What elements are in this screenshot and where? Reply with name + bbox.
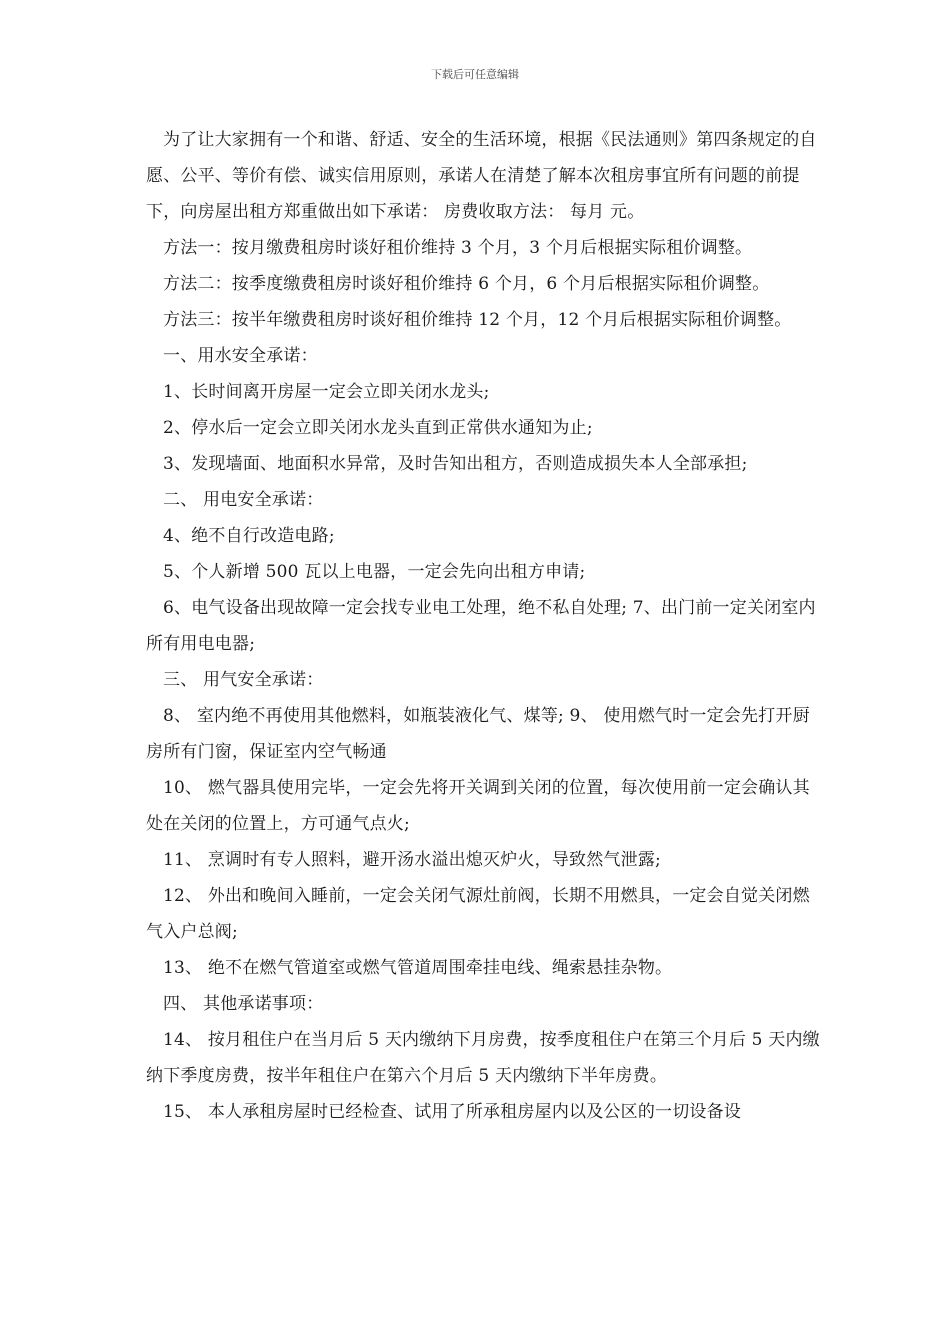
section-heading-electricity: 二、 用电安全承诺： [163, 490, 324, 510]
list-item: 3、发现墙面、地面积水异常，及时告知出租方，否则造成损失本人全部承担; [163, 454, 748, 474]
intro-paragraph: 为了让大家拥有一个和谐、舒适、安全的生活环境，根据《民法通则》第四条规定的自愿、公平、等价有偿、诚实信用原则，承诺人在清楚了解本次租房事宜所有问题的前提下，向房屋出租方郑重做出如下承诺： 房费收取方法： 每月 元。 [146, 130, 817, 222]
section-heading-water: 一、用水安全承诺： [163, 346, 318, 366]
list-item: 15、 本人承租房屋时已经检查、试用了所承租房屋内以及公区的一切设备设 [163, 1102, 742, 1122]
list-item: 1、长时间离开房屋一定会立即关闭水龙头; [163, 382, 490, 402]
section-heading-gas: 三、 用气安全承诺： [163, 670, 324, 690]
list-item: 11、 烹调时有专人照料，避开汤水溢出熄灭炉火，导致然气泄露; [163, 850, 661, 870]
list-item: 5、个人新增 500 瓦以上电器，一定会先向出租方申请; [163, 562, 586, 582]
page-header: 下载后可任意编辑 [431, 68, 519, 81]
list-item: 6、电气设备出现故障一定会找专业电工处理，绝不私自处理; 7、出门前一定关闭室内所有用电电器; [146, 598, 816, 654]
list-item: 4、绝不自行改造电路; [163, 526, 335, 546]
method-two-paragraph: 方法二：按季度缴费租房时谈好租价维持 6 个月，6 个月后根据实际租价调整。 [163, 274, 770, 294]
method-three-paragraph: 方法三：按半年缴费租房时谈好租价维持 12 个月，12 个月后根据实际租价调整。 [163, 310, 792, 330]
list-item: 14、 按月租住户在当月后 5 天内缴纳下月房费，按季度租住户在第三个月后 5 天内缴纳下季度房费，按半年租住户在第六个月后 5 天内缴纳下半年房费。 [146, 1030, 820, 1086]
list-item: 10、 燃气器具使用完毕，一定会先将开关调到关闭的位置，每次使用前一定会确认其处在关闭的位置上，方可通气点火; [146, 778, 810, 834]
document-body [146, 122, 822, 1130]
section-heading-other: 四、 其他承诺事项： [163, 994, 324, 1014]
method-one-paragraph: 方法一：按月缴费租房时谈好租价维持 3 个月，3 个月后根据实际租价调整。 [163, 238, 753, 258]
list-item: 13、 绝不在燃气管道室或燃气管道周围牵挂电线、绳索悬挂杂物。 [163, 958, 673, 978]
list-item: 2、停水后一定会立即关闭水龙头直到正常供水通知为止; [163, 418, 593, 438]
list-item: 12、 外出和晚间入睡前，一定会关闭气源灶前阀，长期不用燃具，一定会自觉关闭燃气入户总阀; [146, 886, 810, 942]
list-item: 8、 室内绝不再使用其他燃料，如瓶装液化气、煤等; 9、 使用燃气时一定会先打开厨房所有门窗，保证室内空气畅通 [146, 706, 810, 762]
